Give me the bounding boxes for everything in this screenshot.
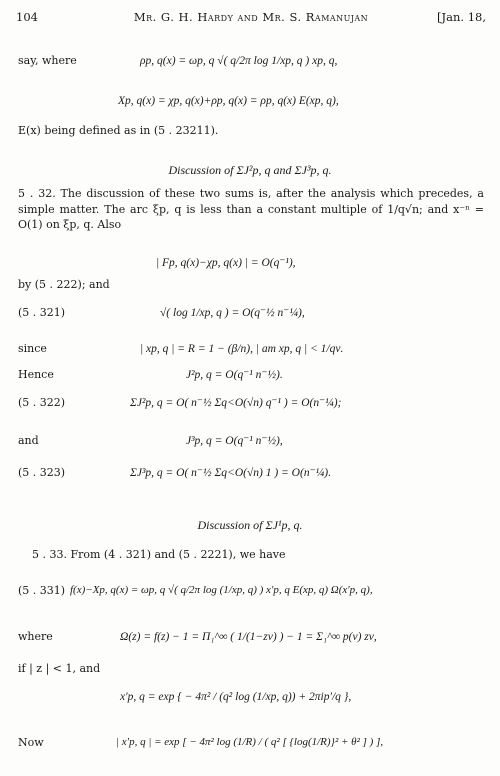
running-title: Mr. G. H. Hardy and Mr. S. Ramanujan bbox=[133, 10, 369, 24]
text-and: and bbox=[18, 434, 39, 447]
text-say-where: say, where bbox=[18, 54, 77, 67]
equation-rho: ρp, q(x) = ωp, q √( q/2π log 1/xp, q ) xp, q, bbox=[140, 55, 338, 67]
text-if-z: if | z | < 1, and bbox=[18, 662, 101, 675]
equation-now: | x′p, q | = exp [ − 4π² log (1/R) / ( q² [ {log(1/R)}² + θ² ] ) ], bbox=[116, 736, 384, 748]
equation-5323: ΣJ³p, q = O( n⁻½ Σq<O(√n) 1 ) = O(n⁻¼). bbox=[130, 467, 331, 479]
text-hence: Hence bbox=[18, 368, 54, 381]
equation-where: Ω(z) = f(z) − 1 = Π₁^∞ ( 1/(1−zν) ) − 1 = Σ₁^∞ p(ν) zν, bbox=[120, 631, 377, 643]
equation-label-5323: (5 . 323) bbox=[18, 466, 66, 479]
paragraph-532: 5 . 32. The discussion of these two sums is, after the analysis which precedes, a simple matter. The arc ξp, q is less than a constant multiple of 1/q√n; and x⁻ⁿ = O(1) on ξp, q. Also bbox=[18, 187, 484, 231]
equation-label-5331: (5 . 331) bbox=[18, 584, 66, 597]
equation-5321: √( log 1/xp, q ) = O(q⁻½ n⁻¼), bbox=[160, 307, 305, 319]
equation-xprime: x′p, q = exp { − 4π² / (q² log (1/xp, q)) + 2πip′/q }, bbox=[120, 691, 352, 703]
text-where: where bbox=[18, 630, 53, 643]
equation-label-5322: (5 . 322) bbox=[18, 396, 66, 409]
equation-label-5321: (5 . 321) bbox=[18, 306, 66, 319]
text-E-defined: E(x) being defined as in (5 . 23211). bbox=[18, 124, 219, 137]
text-by-5222: by (5 . 222); and bbox=[18, 278, 110, 291]
header-date: [Jan. 18, bbox=[437, 10, 486, 24]
equation-and: J³p, q = O(q⁻¹ n⁻½), bbox=[186, 435, 283, 447]
text-since: since bbox=[18, 342, 47, 355]
section-heading-2: Discussion of ΣJ¹p, q. bbox=[197, 518, 303, 532]
equation-5322: ΣJ²p, q = O( n⁻½ Σq<O(√n) q⁻¹ ) = O(n⁻¼); bbox=[130, 397, 342, 409]
equation-5331: f(x)−Xp, q(x) = ωp, q √( q/2π log (1/xp, q) ) x′p, q E(xp, q) Ω(x′p, q), bbox=[70, 584, 373, 596]
running-header bbox=[16, 10, 486, 26]
text-now: Now bbox=[18, 736, 44, 749]
equation-hence: J²p, q = O(q⁻¹ n⁻½). bbox=[186, 369, 283, 381]
section-heading-1: Discussion of ΣJ²p, q and ΣJ³p, q. bbox=[168, 163, 332, 177]
paragraph-533: 5 . 33. From (4 . 321) and (5 . 2221), we have bbox=[32, 548, 286, 561]
equation-X: Xp, q(x) = χp, q(x)+ρp, q(x) = ρp, q(x) E(xp, q), bbox=[118, 95, 339, 107]
page-number: 104 bbox=[16, 10, 38, 24]
equation-since: | xp, q | = R = 1 − (β/n), | am xp, q | < 1/qν. bbox=[140, 343, 344, 355]
equation-F: | Fp, q(x)−χp, q(x) | = O(q⁻¹), bbox=[156, 257, 296, 269]
